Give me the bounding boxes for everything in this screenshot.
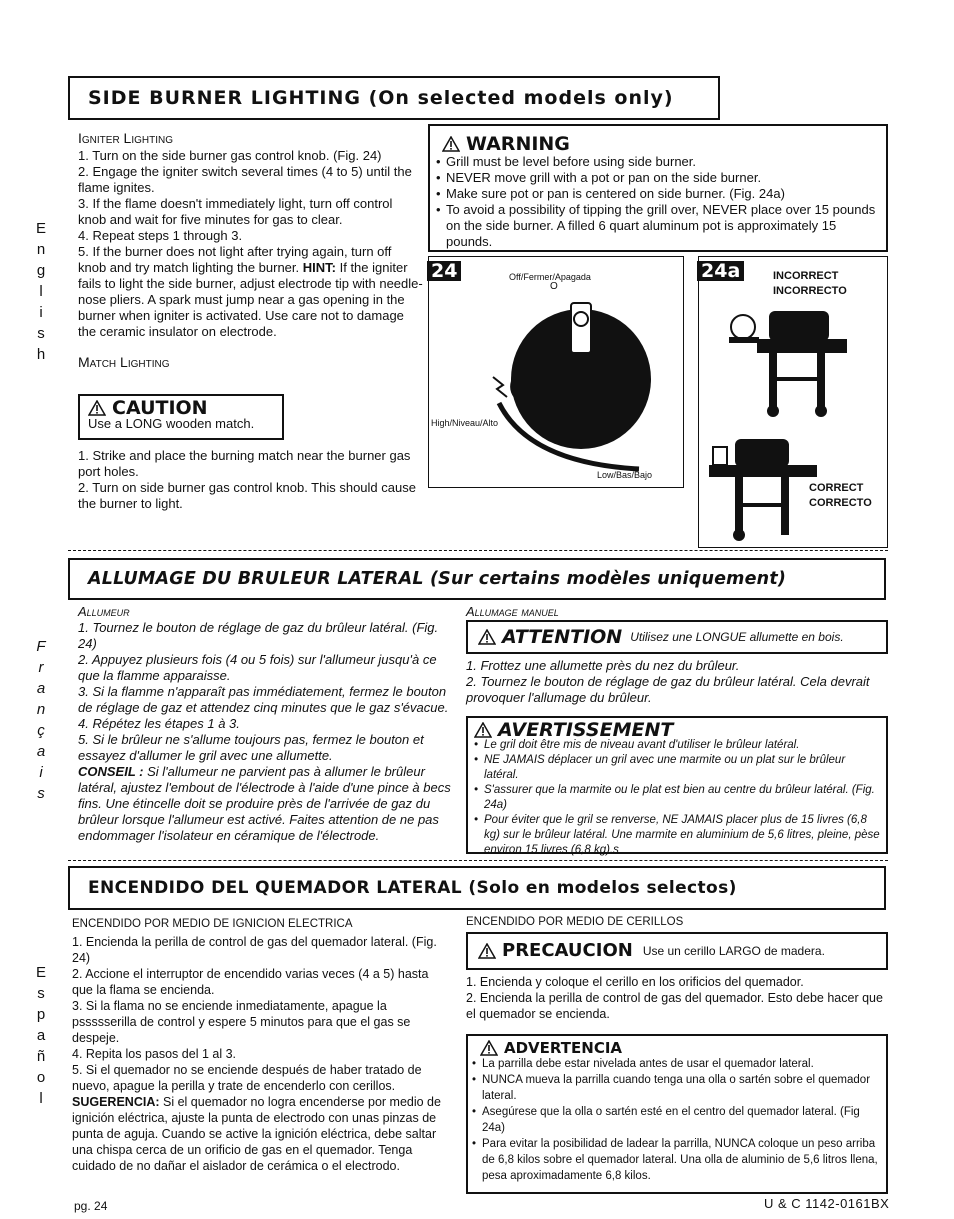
- document-code: U & C 1142-0161BX: [764, 1196, 890, 1211]
- list-item: 2. Turn on side burner gas control knob. This should cause the burner to light.: [78, 480, 416, 511]
- sugerencia-label: SUGERENCIA:: [72, 1095, 160, 1109]
- spanish-electrica-block: [72, 916, 452, 1174]
- knob-low-label: Low/Bas/Bajo: [597, 470, 653, 480]
- list-item: 2. Encienda la perilla de control de gas del quemador. Esto debe hacer que el quemador se encienda.: [466, 991, 883, 1021]
- manuel-heading: Allumage manuel: [466, 604, 559, 619]
- spanish-section-title: ENCENDIDO DEL QUEMADOR LATERAL (Solo en modelos selectos): [68, 866, 886, 910]
- match-steps: [78, 448, 423, 512]
- list-item: • To avoid a possibility of tipping the grill over, NEVER place over 15 pounds on the side burner. A filled 6 quart aluminum pot is approximately 15 pounds.: [436, 202, 876, 250]
- list-item: 1. Encienda y coloque el cerillo en los orificios del quemador.: [466, 975, 804, 989]
- list-item: 2. Engage the igniter switch several times (4 to 5) until the flame ignites.: [78, 164, 412, 195]
- warning-triangle-icon: [474, 722, 492, 738]
- control-knob-icon: [489, 293, 659, 473]
- precaucion-box: PRECAUCION Use un cerillo LARGO de madera.: [466, 932, 888, 970]
- list-item: 1. Strike and place the burning match near the burner gas port holes.: [78, 448, 411, 479]
- figure-24-label: 24: [427, 261, 461, 281]
- list-item: 4. Répétez les étapes 1 à 3.: [78, 716, 240, 731]
- avertissement-box: AVERTISSEMENT • Le gril doit être mis de niveau avant d'utiliser le brûleur latéral. • NE JAMAIS déplacer un gril avec une marmite ou un plat sur le brûleur latéral. • S'assurer que la marmite ou le plat est bien au centre du brûleur latéral. (Fig. 24a) • Pour éviter que le gril se renverse, NE JAMAIS placer plus de 15 livres (6,8 kg) sur le brûleur latéral. Une marmite en aluminium de 5,6 litres, pleine, pèse environ 15 livres (6,8 kg).s: [466, 716, 888, 854]
- list-item: [72, 1094, 452, 1174]
- list-item: • NUNCA mueva la parrilla cuando tenga una olla o sartén sobre el quemador lateral.: [472, 1072, 882, 1104]
- list-item: 1. Frottez une allumette près du nez du brûleur.: [466, 658, 740, 673]
- manuel-steps: [466, 658, 884, 706]
- allumeur-heading: Allumeur: [78, 604, 130, 619]
- grill-correct-icon: [703, 429, 823, 545]
- list-item: [78, 764, 460, 844]
- warning-box: WARNING • Grill must be level before using side burner. • NEVER move grill with a pot or pan on the side burner. • Make sure pot or pan is centered on side burner. (Fig. 24a) • To avoid a possibility of tipping the grill over, NEVER place over 15 pounds on the side burner. A filled 6 quart aluminum pot is approximately 15 pounds.: [428, 124, 888, 252]
- list-item: 5. Si el quemador no se enciende después de haber tratado de nuevo, apague la perilla y trate de encenderlo con cerillos.: [72, 1063, 422, 1093]
- list-item: • Grill must be level before using side burner.: [436, 154, 876, 170]
- attention-box: ATTENTION Utilisez une LONGUE allumette en bois.: [466, 620, 888, 654]
- french-side-letters: F r a n ç a i s: [36, 638, 46, 802]
- advertencia-box: ADVERTENCIA • La parrilla debe estar nivelada antes de usar el quemador lateral. • NUNCA mueva la parrilla cuando tenga una olla o sartén sobre el quemador lateral. • Asegúrese que la olla o sartén esté en el centro del quemador lateral. (Fig 24a) • Para evitar la posibilidad de ladear la parrilla, NUNCA coloque un peso arriba de 6,8 kilos sobre el quemador lateral. Una olla de aluminio de 5,6 litros llena, pesa aproximadamente 6,8 kilos.: [466, 1034, 888, 1194]
- list-item: • Make sure pot or pan is centered on side burner. (Fig. 24a): [436, 186, 876, 202]
- list-item: 1. Tournez le bouton de réglage de gaz du brûleur latéral. (Fig. 24): [78, 620, 439, 651]
- electrica-heading: ENCENDIDO POR MEDIO DE IGNICION ELECTRICA: [72, 918, 353, 930]
- attention-text: Utilisez une LONGUE allumette en bois.: [630, 630, 844, 644]
- warning-triangle-icon: [478, 629, 496, 645]
- list-item: • NE JAMAIS déplacer un gril avec une marmite ou un plat sur le brûleur latéral.: [474, 753, 880, 783]
- french-section-title: ALLUMAGE DU BRULEUR LATERAL (Sur certains modèles uniquement): [68, 558, 886, 600]
- list-item: • NEVER move grill with a pot or pan on the side burner.: [436, 170, 876, 186]
- list-item: 2. Accione el interruptor de encendido varias veces (4 a 5) hasta que la flama se encienda.: [72, 967, 429, 997]
- warning-triangle-icon: [442, 136, 460, 152]
- list-item: 5. Si le brûleur ne s'allume toujours pas, fermez le bouton et essayez d'allumer le gril avec une allumette.: [78, 732, 424, 763]
- list-item: 4. Repeat steps 1 through 3.: [78, 228, 243, 243]
- knob-off-mark: O: [550, 281, 558, 292]
- conseil-text: Si l'allumeur ne parvient pas à allumer le brûleur latéral, ajustez l'embout de l'électrode à l'aide d'une pince à becs fins. Une étincelle doit se produire près de l'arrivée de gaz du brûleur lorsque l'allumeur est activé. Faites attention de ne pas endommager l'isolateur en céramique de l'électrode.: [78, 764, 451, 843]
- list-item: 3. Si la flama no se enciende inmediatamente, apague la pssssserilla de control y espere 5 minutos para que el gas se despeje.: [72, 999, 411, 1045]
- list-item: • Para evitar la posibilidad de ladear la parrilla, NUNCA coloque un peso arriba de 6,8 kilos sobre el quemador lateral. Una olla de aluminio de 5,6 litros llena, pesa aproximadamente 6,8 kilos.: [472, 1136, 882, 1184]
- figure-24a-label: 24a: [697, 261, 744, 281]
- list-item: 3. Si la flamme n'apparaît pas immédiatement, fermez le bouton de réglage de gaz et attendez cinq minutes que le gaz s'évacue.: [78, 684, 449, 715]
- page-number: pg. 24: [74, 1199, 108, 1213]
- list-item: 2. Appuyez plusieurs fois (4 ou 5 fois) sur l'allumeur jusqu'à ce que la flamme apparaisse.: [78, 652, 437, 683]
- list-item: 1. Turn on the side burner gas control knob. (Fig. 24): [78, 148, 382, 163]
- list-item: • La parrilla debe estar nivelada antes de usar el quemador lateral.: [472, 1056, 882, 1072]
- list-item: 1. Encienda la perilla de control de gas del quemador lateral. (Fig. 24): [72, 935, 437, 965]
- list-item: 3. If the flame doesn't immediately light, turn off control knob and wait for five minutes for gas to clear.: [78, 196, 393, 227]
- figure-24: [428, 256, 684, 488]
- igniter-heading: Igniter Lighting: [78, 130, 174, 146]
- list-item: • S'assurer que la marmite ou le plat est bien au centre du brûleur latéral. (Fig. 24a): [474, 783, 880, 813]
- incorrect-label: INCORRECT INCORRECTO: [773, 270, 847, 297]
- cerillos-steps: [466, 974, 886, 1022]
- list-item: • Le gril doit être mis de niveau avant d'utiliser le brûleur latéral.: [474, 738, 880, 753]
- precaucion-text: Use un cerillo LARGO de madera.: [642, 944, 825, 958]
- list-item: 5. If the burner does not light after trying again, turn off knob and try match lighting the burner. HINT: If the igniter fails to light the side burner, adjust electrode tip with needle-nose pliers. A spark must jump near a gas opening in the burner when igniter is activated. Use care not to damage the ceramic insulator on electrode.: [78, 244, 423, 339]
- warning-list: [436, 154, 876, 250]
- allumeur-steps: [78, 620, 460, 844]
- warning-triangle-icon: [88, 400, 106, 416]
- avertissement-list: [474, 738, 880, 858]
- advertencia-list: [472, 1056, 882, 1184]
- list-item: • Pour éviter que le gril se renverse, NE JAMAIS placer plus de 15 livres (6,8 kg) sur le brûleur latéral. Une marmite en aluminium de 5,6 litres, pleine, pèse environ 15 livres (6,8 kg).s: [474, 813, 880, 858]
- knob-off-label: Off/Fermer/Apagada: [509, 272, 591, 282]
- hint-text: If the igniter fails to light the side burner, adjust electrode tip with needle-nose pliers. A spark must jump near a gas opening in the burner when igniter is activated. Use care not to damage the ceramic insulator on electrode.: [78, 260, 423, 339]
- match-heading: Match Lighting: [78, 354, 170, 370]
- cerillos-heading: ENCENDIDO POR MEDIO DE CERILLOS: [466, 916, 684, 928]
- english-section-title: SIDE BURNER LIGHTING (On selected models only): [68, 76, 720, 120]
- caution-text: Use a LONG wooden match.: [88, 416, 255, 431]
- knob-high-label: High/Niveau/Alto: [431, 418, 499, 428]
- correct-label: CORRECT CORRECTO: [809, 482, 872, 509]
- figure-24a: [698, 256, 888, 548]
- hint-label: HINT:: [302, 260, 336, 275]
- electrica-steps: [72, 934, 452, 1174]
- english-igniter-block: [78, 130, 423, 370]
- french-allumeur-block: [78, 604, 460, 844]
- list-item: 2. Tournez le bouton de réglage de gaz du brûleur latéral. Cela devrait provoquer l'allumage du brûleur.: [466, 674, 870, 705]
- igniter-steps: [78, 148, 423, 340]
- caution-box: CAUTION Use a LONG wooden match.: [78, 394, 284, 440]
- spanish-side-letters: E s p a ñ o l: [35, 964, 46, 1107]
- section-divider: [68, 860, 888, 861]
- section-divider: [68, 550, 888, 551]
- grill-incorrect-icon: [729, 301, 879, 421]
- warning-triangle-icon: [478, 943, 496, 959]
- sugerencia-text: Si el quemador no logra encenderse por medio de ignición eléctrica, ajuste la punta de electrodo con unas pinzas de punta de aguja. Cuando se active la ignición eléctrica, debe saltar una chispa cerca de un orificio de gas en el quemador. Tenga cuidado de no dañar el aislador de cerámica o el electrodo.: [72, 1095, 441, 1173]
- english-side-letters: E n g l i s h: [35, 220, 46, 363]
- list-item: • Asegúrese que la olla o sartén esté en el centro del quemador lateral. (Fig 24a): [472, 1104, 882, 1136]
- list-item: 4. Repita los pasos del 1 al 3.: [72, 1047, 236, 1061]
- warning-triangle-icon: [480, 1040, 498, 1056]
- conseil-label: CONSEIL :: [78, 764, 144, 779]
